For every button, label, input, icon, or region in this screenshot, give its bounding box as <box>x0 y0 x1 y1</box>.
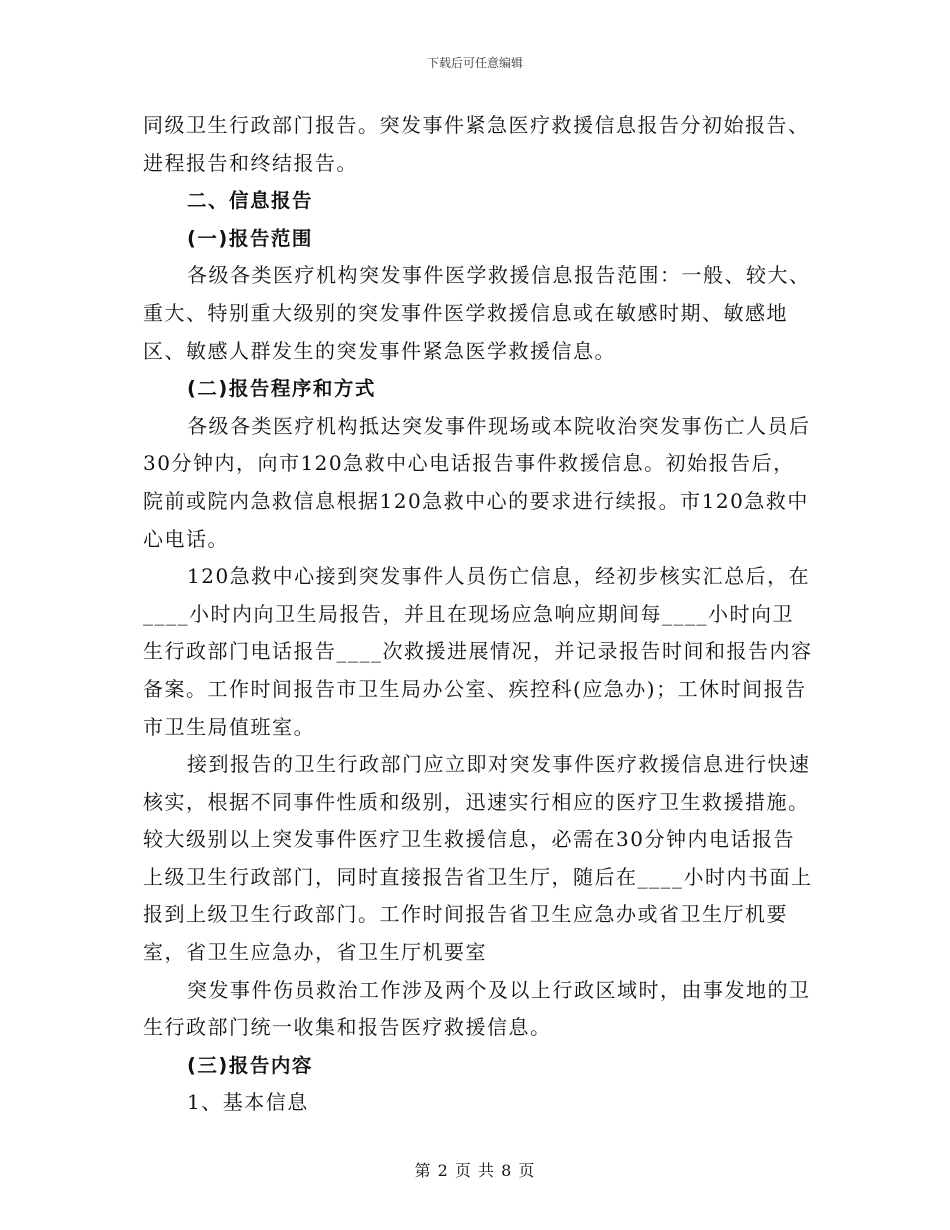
paragraph: 120急救中心接到突发事件人员伤亡信息，经初步核实汇总后，在____小时内向卫生局报告，并且在现场应急响应期间每____小时向卫生行政部门电话报告____次救援进展情况，并记录报告时间和报告内容备案。工作时间报告市卫生局办公室、疾控科(应急办)；工休时间报告市卫生局值班室。 <box>143 564 813 739</box>
paragraph: 各级各类医疗机构抵达突发事件现场或本院收治突发事伤亡人员后30分钟内，向市120急救中心电话报告事件救援信息。初始报告后，院前或院内急救信息根据120急救中心的要求进行续报。市120急救中心电话。 <box>143 413 811 551</box>
paragraph: 突发事件伤员救治工作涉及两个及以上行政区域时，由事发地的卫生行政部门统一收集和报告医疗救援信息。 <box>143 977 811 1040</box>
paragraph: 各级各类医疗机构突发事件医学救援信息报告范围：一般、较大、重大、特别重大级别的突发事件医学救援信息或在敏感时期、敏感地区、敏感人群发生的突发事件紧急医学救援信息。 <box>143 263 811 363</box>
subsection-heading: (一)报告范围 <box>187 226 313 250</box>
list-item: 1、基本信息 <box>187 1090 309 1115</box>
subsection-heading: (二)报告程序和方式 <box>187 377 376 401</box>
section-heading: 二、信息报告 <box>187 189 314 213</box>
paragraph-continuation: 同级卫生行政部门报告。突发事件紧急医疗救援信息报告分初始报告、进程报告和终结报告。 <box>143 113 810 175</box>
page-header: 下载后可任意编辑 <box>426 56 523 70</box>
document-body <box>143 107 813 1122</box>
subsection-heading: (三)报告内容 <box>187 1053 313 1077</box>
page-number: 第 2 页 共 8 页 <box>414 1161 536 1180</box>
paragraph: 接到报告的卫生行政部门应立即对突发事件医疗救援信息进行快速核实，根据不同事件性质和级别，迅速实行相应的医疗卫生救援措施。较大级别以上突发事件医疗卫生救援信息，必需在30分钟内电话报告上级卫生行政部门，同时直接报告省卫生厅，随后在____小时内书面上报到上级卫生行政部门。工作时间报告省卫生应急办或省卫生厅机要室，省卫生应急办，省卫生厅机要室 <box>143 752 813 965</box>
